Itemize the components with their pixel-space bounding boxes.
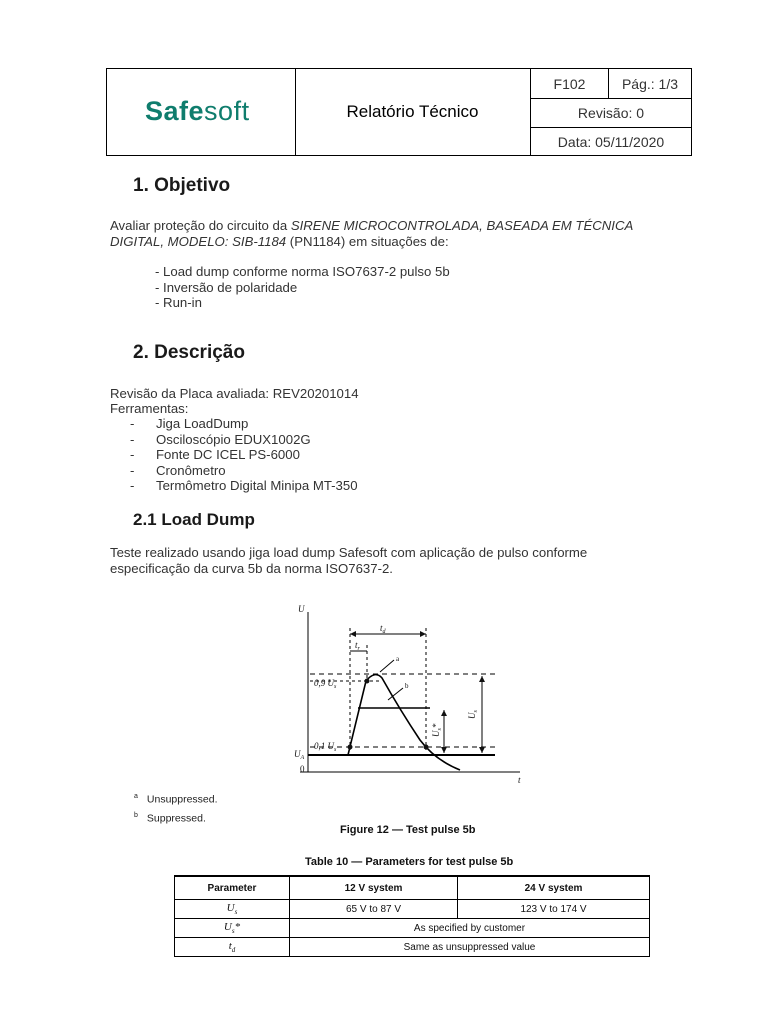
document-header [106, 68, 692, 156]
table-cell: Same as unsuppressed value [290, 938, 650, 957]
axis-label-u: U [298, 604, 305, 614]
label-b: b [405, 682, 409, 690]
table-caption: Table 10 — Parameters for test pulse 5b [305, 856, 514, 868]
document-title: Relatório Técnico [295, 69, 531, 155]
safesoft-logo [145, 96, 250, 127]
meta-row-code [531, 69, 691, 99]
table-cell-param: $t_d$ [175, 938, 290, 957]
figure-notes [134, 789, 218, 826]
list-item: - Load dump conforme norma ISO7637-2 pulso 5b [155, 264, 450, 279]
board-revision: Revisão da Placa avaliada: REV20201014 [110, 386, 359, 401]
objective-text-a: Avaliar proteção do circuito da [110, 218, 291, 233]
date: Data: 05/11/2020 [557, 133, 665, 150]
table-header-row [175, 876, 650, 900]
label-usstar: $U_s*$ [431, 723, 443, 737]
table-row [175, 900, 650, 919]
figure-note: $^b$ Suppressed. [134, 811, 206, 824]
figure-caption: Figure 12 — Test pulse 5b [340, 824, 476, 836]
point-09us [365, 679, 370, 684]
axis-label-zero: 0 [300, 764, 305, 774]
table-header: Parameter [175, 876, 290, 900]
axis-label-t: t [518, 775, 521, 785]
logo-text-safe: Safe [145, 96, 205, 126]
label-a: a [396, 655, 400, 663]
table-cell: 65 V to 87 V [290, 900, 458, 919]
list-item: - Jiga LoadDump [130, 416, 249, 431]
list-item: - Fonte DC ICEL PS-6000 [130, 447, 300, 462]
test-pulse-5b-diagram [270, 600, 530, 790]
list-item: - Termômetro Digital Minipa MT-350 [130, 478, 358, 493]
table-cell: 123 V to 174 V [458, 900, 650, 919]
section-heading-load-dump: 2.1 Load Dump [133, 510, 255, 529]
logo-text-soft: soft [204, 96, 250, 126]
doc-code: F102 [531, 69, 609, 98]
section-heading-descricao: 2. Descrição [133, 342, 245, 363]
table-cell-param: $U_s*$ [175, 919, 290, 938]
load-dump-paragraph: Teste realizado usando jiga load dump Safesoft com aplicação de pulso conforme especificação da curva 5b da norma ISO7637-2. [110, 545, 588, 576]
label-b-leader [388, 688, 403, 700]
label-us: $U_s$ [467, 710, 479, 719]
table-cell: As specified by customer [290, 919, 650, 938]
label-td: $t_d$ [380, 623, 386, 635]
label-ua: $U_A$ [294, 749, 305, 761]
table-row [175, 938, 650, 957]
table-header: 24 V system [458, 876, 650, 900]
table-row [175, 919, 650, 938]
tools-list [130, 416, 358, 494]
revision: Revisão: 0 [531, 98, 691, 128]
list-item: - Cronômetro [130, 462, 226, 478]
list-item: - Osciloscópio EDUX1002G [130, 431, 311, 447]
label-01us: 0,1 $U_s$ [314, 741, 337, 753]
objective-text-c: (PN1184) em situações de: [286, 234, 449, 249]
label-tr: $t_r$ [355, 640, 360, 652]
objective-text-product: SIRENE MICROCONTROLADA, BASEADA EM TÉCNICA DIGITAL, MODELO: SIB-1184 [110, 218, 633, 249]
point-td-end [424, 745, 429, 750]
parameters-table [174, 875, 650, 957]
objective-list [155, 264, 450, 311]
document-meta [531, 69, 691, 155]
table-header: 12 V system [290, 876, 458, 900]
list-item: - Run-in [155, 295, 202, 310]
label-a-leader [380, 660, 394, 672]
page-number: Pág.: 1/3 [621, 75, 679, 92]
label-09us: 0,9 $U_s$ [314, 678, 337, 690]
list-item: - Inversão de polaridade [155, 279, 298, 295]
objective-paragraph [110, 218, 690, 250]
figure-note: $^a$ Unsuppressed. [134, 793, 218, 806]
table-cell-param: $U_s$ [175, 900, 290, 919]
point-01us [348, 745, 353, 750]
tools-label: Ferramentas: [110, 401, 189, 416]
section-heading-objetivo: 1. Objetivo [133, 175, 231, 196]
logo-cell [107, 69, 296, 155]
